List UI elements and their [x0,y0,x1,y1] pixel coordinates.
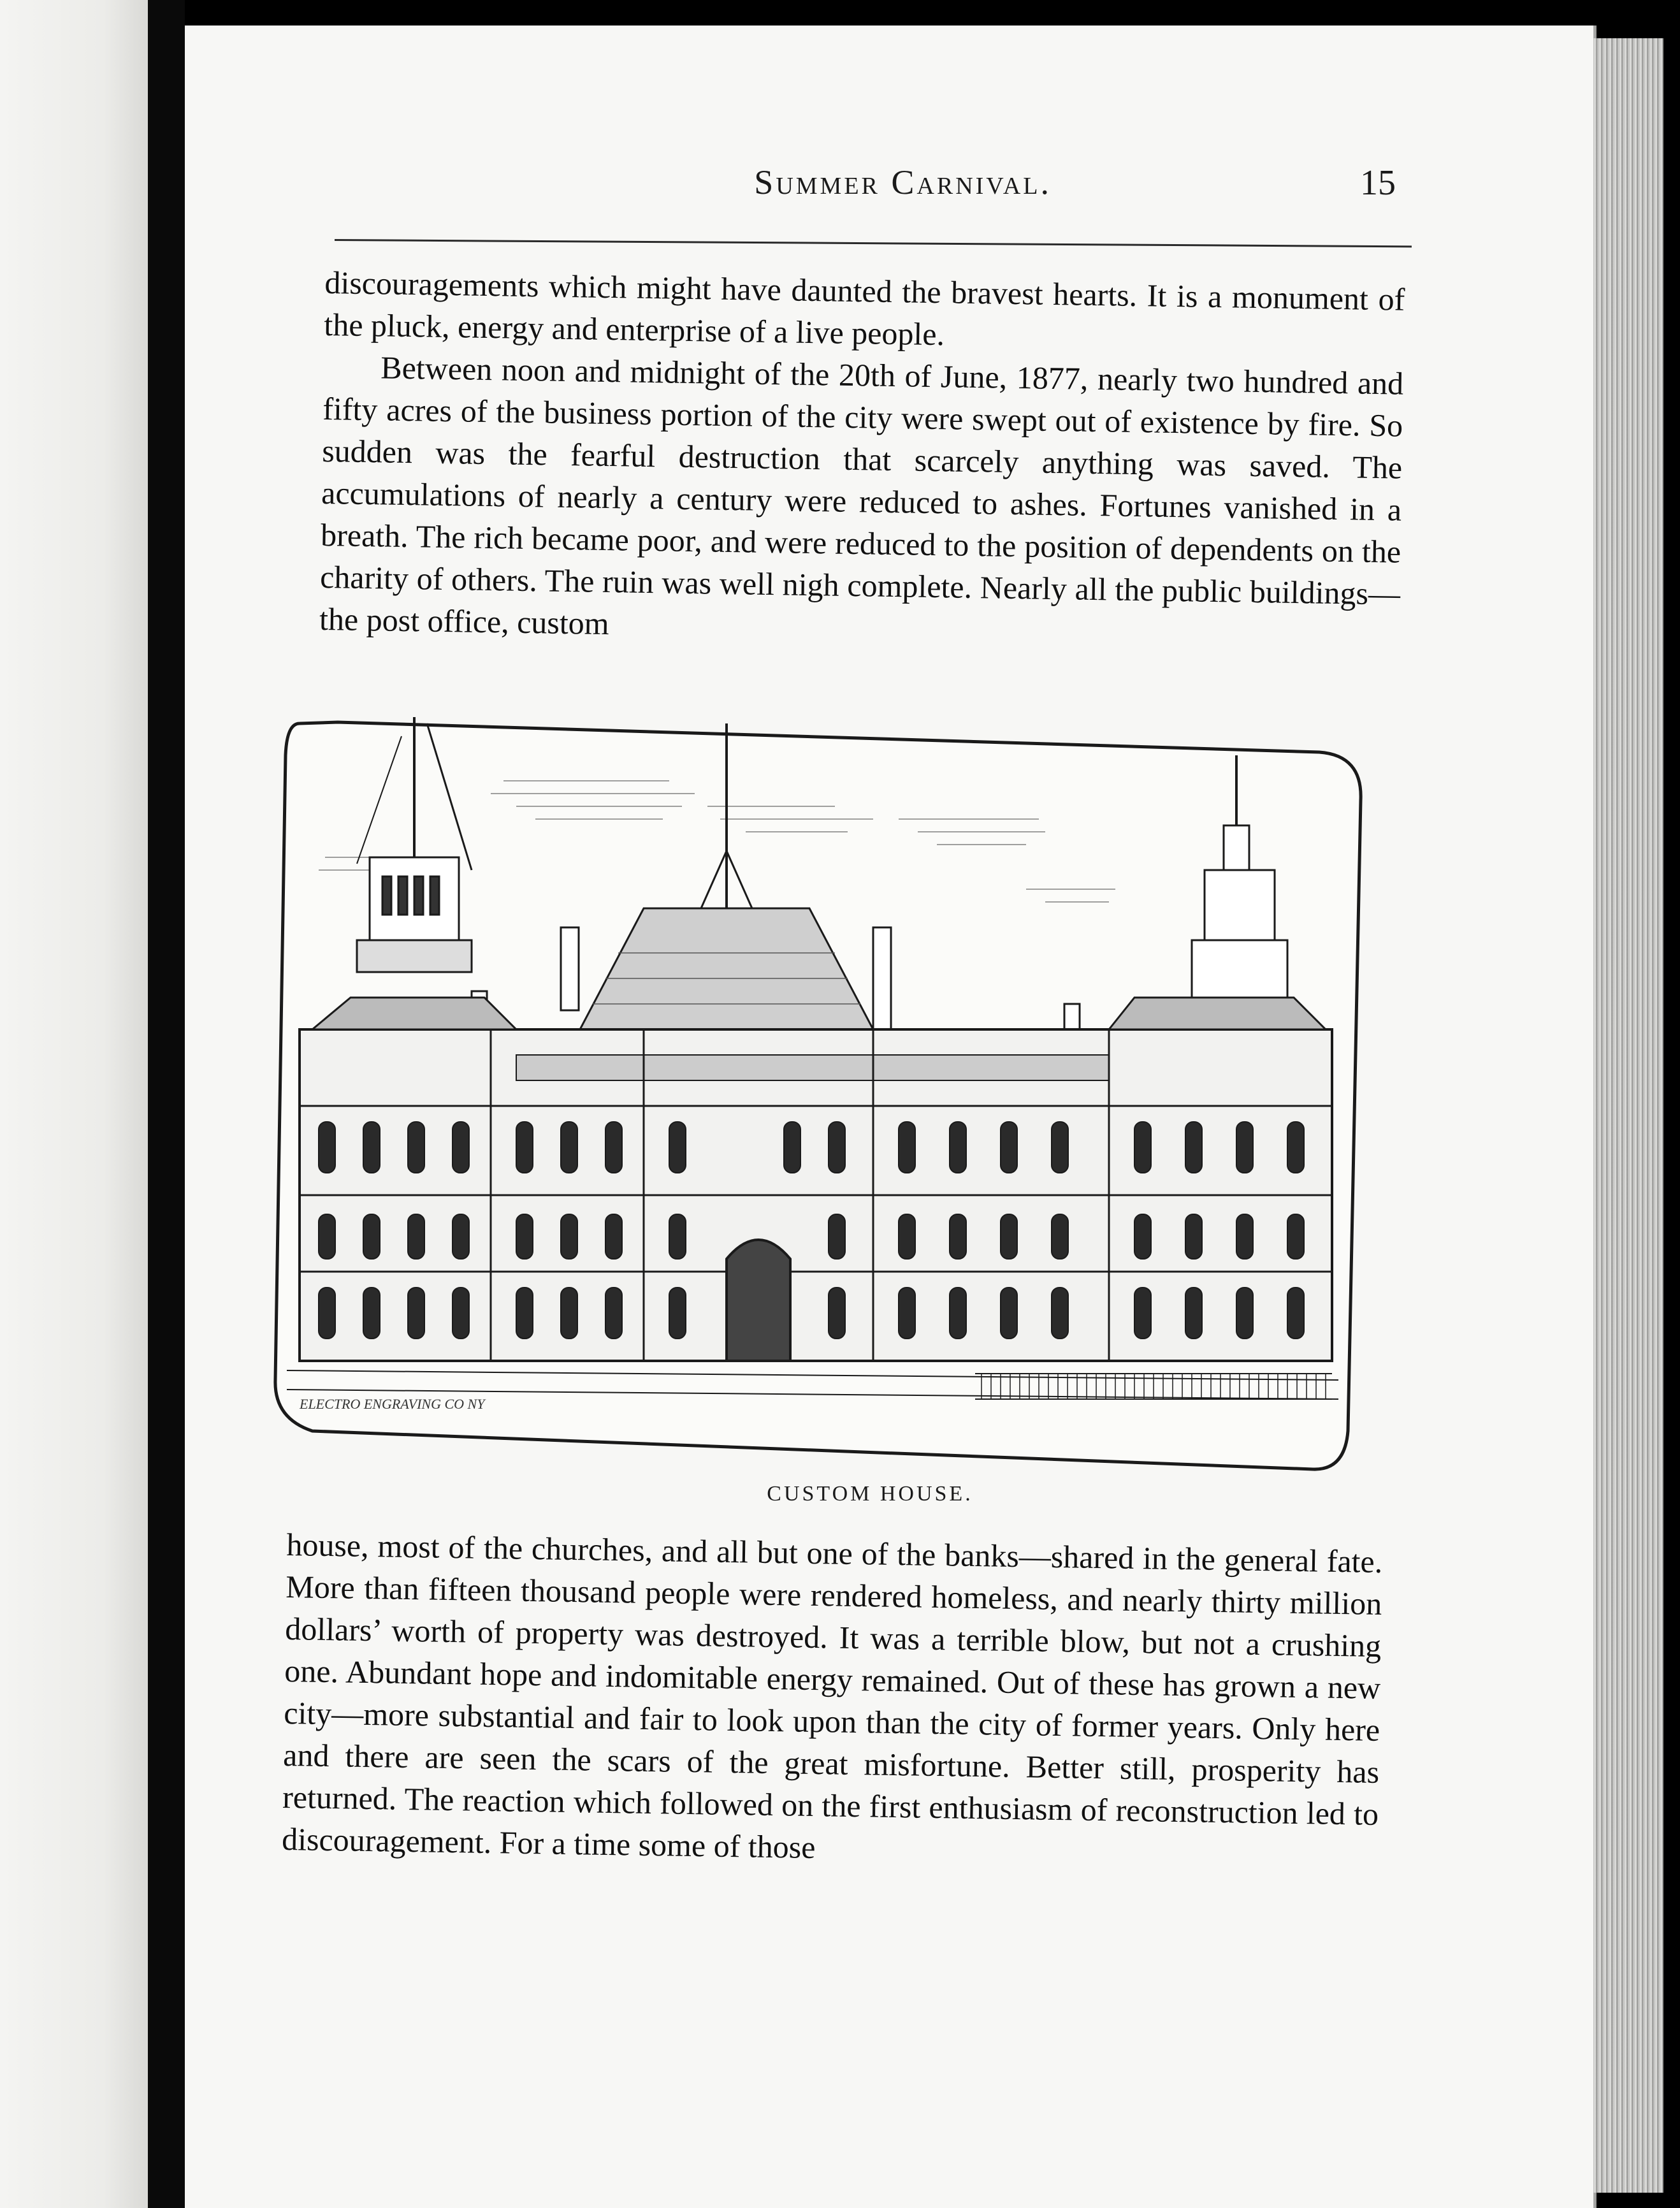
paragraph: Between noon and midnight of the 20th of June, 1877, nearly two hundred and fifty acres of the business portion of the city were swept out of existence by fire. So sudden was the fearful destruction that scarcely anything was saved. The accumulations of nearly a century were reduced to ashes. Fortunes vanished in a breath. The rich became poor, and were reduced to the position of dependents on the charity of others. The ruin was well nigh complete. Nearly all the public buildings—the post office, custom [319,349,1404,642]
paragraph: house, most of the churches, and all but one of the banks—shared in the general fate. More than fifteen thousand people were rendered homeless, and nearly thirty million dollars’ worth of property was destroyed. It was a terrible blow, but not a crushing one. Abundant hope and indomitable energy remained. Out of these has grown a new city—more substantial and fair to look upon than the city of former years. Only here and there are seen the scars of the great misfortune. Better still, prosperity has returned. The reaction which followed on the first enthusiasm of reconstruction led to discouragement. For a time some of those [281,1526,1383,1866]
book-page [185,25,1593,2208]
custom-house-illustration [261,698,1364,1476]
body-text-bottom [282,1523,1383,1877]
engraver-credit: ELECTRO ENGRAVING CO NY [300,1396,485,1412]
page-number: 15 [1360,163,1396,203]
running-head: Summer Carnival. [754,163,1052,201]
body-text-top [319,261,1405,657]
paragraph: discouragements which might have daunted the bravest hearts. It is a monument of the pluck, energy and enterprise of a live people. [324,264,1405,352]
book-page-edges [1593,38,1663,2193]
previous-page-edge [0,0,148,2208]
book-gutter [148,0,185,2208]
header-rule [335,239,1412,247]
figure-caption: CUSTOM HOUSE. [767,1482,973,1506]
